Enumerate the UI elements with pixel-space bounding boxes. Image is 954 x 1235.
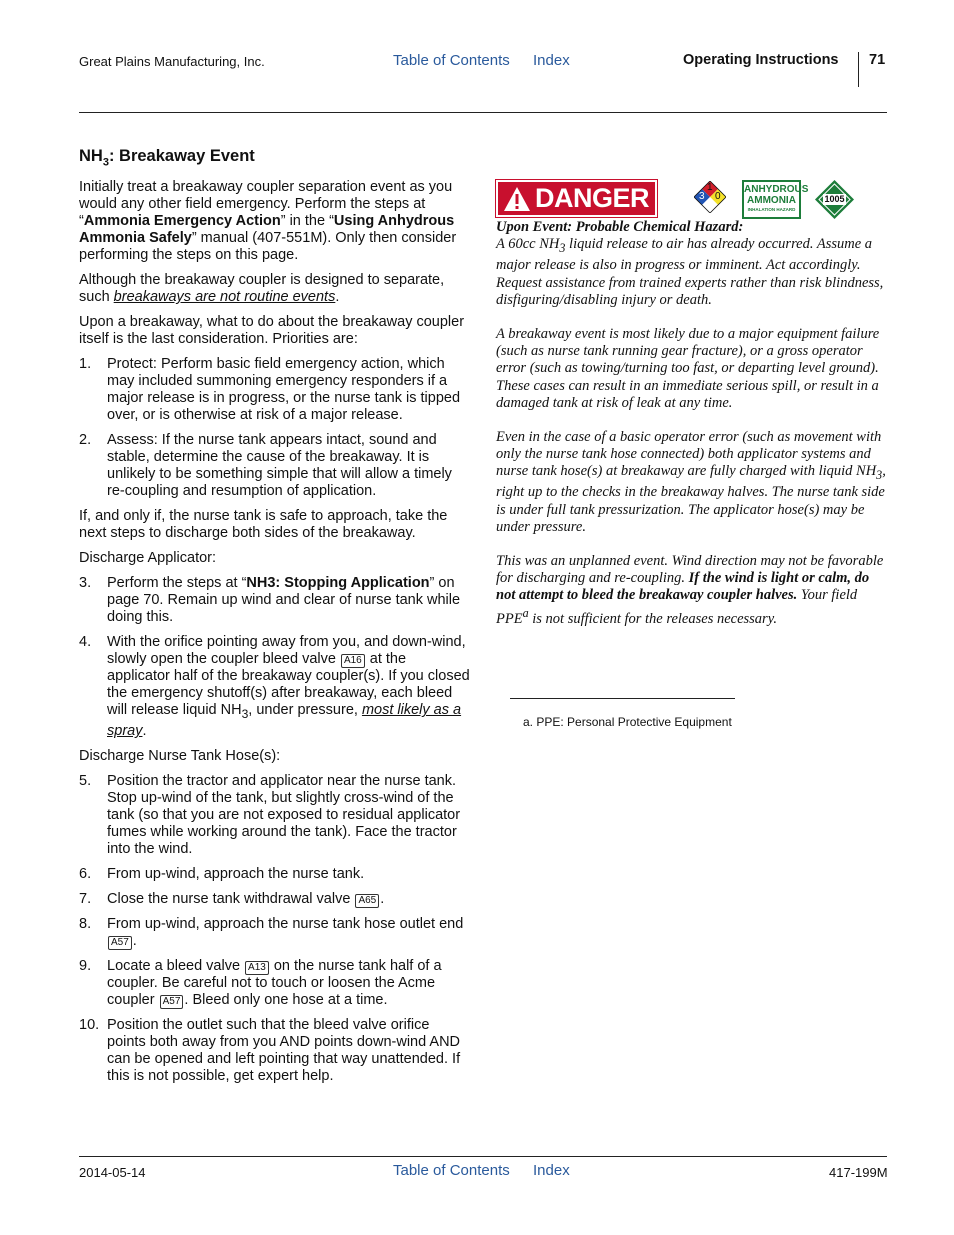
callout-tag: A16 bbox=[341, 654, 365, 668]
danger-heading: Upon Event: Probable Chemical Hazard: bbox=[496, 219, 744, 235]
danger-text bbox=[496, 219, 888, 645]
list-item: 1. Protect: Perform basic field emergency action, which may included summoning emergency responders if a major release is in progress, or the nurse tank is tipped over, or is otherwise at risk of a major release. bbox=[79, 356, 461, 424]
footnote: a. PPE: Personal Protective Equipment bbox=[523, 715, 732, 729]
danger-paragraph: A 60cc $NH_3$ liquid release to air has already occurred. Assume a major release is also in progress or imminent. Act accordingly. Request assistance from trained experts rather than risk blindness, disfiguring/disabling injury or death. bbox=[496, 236, 884, 308]
safe-approach-paragraph: If, and only if, the nurse tank is safe to approach, take the next steps to discharge both sides of the breakaway. bbox=[79, 508, 448, 542]
index-link-header[interactable]: Index bbox=[533, 52, 570, 69]
danger-banner bbox=[496, 180, 657, 217]
list-item: 4. With the orifice pointing away from you, and down-wind, slowly open the coupler bleed valve A16 at the applicator half of the breakaway coupler(s). If you closed the emergency shutoff(s) after breakaway, each bleed will release liquid $NH_3$, under pressure, most likely as a spray. bbox=[79, 634, 470, 740]
list-item: 3. Perform the steps at “NH3: Stopping Application” on page 70. Remain up wind and clear of nurse tank while doing this. bbox=[79, 575, 461, 626]
footer-date: 2014-05-14 bbox=[79, 1165, 146, 1180]
subheading-applicator: Discharge Applicator: bbox=[79, 550, 217, 567]
doc-number: 417-199M bbox=[829, 1165, 888, 1180]
callout-tag: A57 bbox=[160, 995, 184, 1009]
list-item: 10. Position the outlet such that the bleed valve orifice points both away from you AND points down-wind AND can be opened and left pointing that way unattended. If this is not possible, get expert help. bbox=[79, 1017, 461, 1085]
section-title: Operating Instructions bbox=[683, 52, 839, 68]
index-link-footer[interactable]: Index bbox=[533, 1162, 570, 1179]
callout-tag: A13 bbox=[245, 961, 269, 975]
company-name: Great Plains Manufacturing, Inc. bbox=[79, 54, 265, 69]
footnote-rule bbox=[510, 698, 735, 699]
list-item: 5. Position the tractor and applicator near the nurse tank. Stop up-wind of the tank, but slightly cross-wind of the tank (so that you are not exposed to residual applicator fumes while working around the tank). Face the tractor into the wind. bbox=[79, 773, 461, 858]
danger-paragraph: Even in the case of a basic operator error (such as movement with only the nurse tank hose connected) both applicator systems and nurse tank hose(s) at breakaway are fully charged with liquid $NH_3$, right up to the checks in the breakaway halves. The nurse tank side is under full tank pressurization. The applicator hose(s) may be under pressure. bbox=[496, 428, 886, 535]
warning-triangle-icon bbox=[502, 185, 532, 213]
list-item: 7. Close the nurse tank withdrawal valve A65 . bbox=[79, 891, 385, 908]
header-vertical-divider bbox=[858, 52, 859, 87]
list-item: 2. Assess: If the nurse tank appears intact, sound and stable, determine the cause of the breakaway. It is unlikely to be something simple that will allow a timely re-coupling and resumption of application. bbox=[79, 432, 452, 500]
danger-paragraph: This was an unplanned event. Wind direction may not be favorable for discharging and re-coupling. If the wind is light or calm, do not attempt to bleed the breakaway coupler halves. Your field PPE$^a$ is not sufficient for the releases necessary. bbox=[496, 553, 884, 627]
header-rule bbox=[79, 112, 887, 113]
danger-paragraph: A breakaway event is most likely due to a major equipment failure (such as nurse tank running gear fracture), or a gross operator error (such as towing/turning too fast, or departing level ground). These cases can result in an immediate serious spill, or result in a damaged tank at risk of leak at any time. bbox=[496, 325, 880, 411]
left-column bbox=[79, 148, 471, 1093]
priorities-paragraph: Upon a breakaway, what to do about the breakaway coupler itself is the last consideration. Priorities are: bbox=[79, 314, 465, 348]
un-1005-placard-icon: 1005 bbox=[815, 180, 854, 219]
callout-tag: A57 bbox=[108, 936, 132, 950]
list-item: 6. From up-wind, approach the nurse tank. bbox=[79, 866, 365, 883]
footer-rule bbox=[79, 1156, 887, 1157]
ammonia-placard: ANHYDROUS AMMONIA INHALATION HAZARD bbox=[742, 180, 801, 219]
toc-link-header[interactable]: Table of Contents bbox=[393, 52, 510, 69]
breakaway-paragraph: Although the breakaway coupler is designed to separate, such breakaways are not routine events. bbox=[79, 272, 445, 306]
callout-tag: A65 bbox=[355, 894, 379, 908]
page-number: 71 bbox=[869, 52, 886, 68]
nfpa-diamond-icon: 1 3 0 bbox=[694, 181, 726, 213]
intro-paragraph: Initially treat a breakaway coupler separation event as you would any other field emergency. Perform the steps at “Ammonia Emergency Action” in the “Using Anhydrous Ammonia Safely” manual (407-551M). Only then consider performing the steps on this page. bbox=[79, 179, 457, 264]
section-heading: $NH_3$: Breakaway Event bbox=[79, 147, 255, 169]
subheading-nurse-tank: Discharge Nurse Tank Hose(s): bbox=[79, 748, 281, 765]
toc-link-footer[interactable]: Table of Contents bbox=[393, 1162, 510, 1179]
list-item: 8. From up-wind, approach the nurse tank hose outlet end A57 . bbox=[79, 916, 464, 950]
list-item: 9. Locate a bleed valve A13 on the nurse tank half of a coupler. Be careful not to touch or loosen the Acme coupler A57 . Bleed only one hose at a time. bbox=[79, 958, 442, 1009]
danger-label: DANGER bbox=[535, 183, 650, 213]
